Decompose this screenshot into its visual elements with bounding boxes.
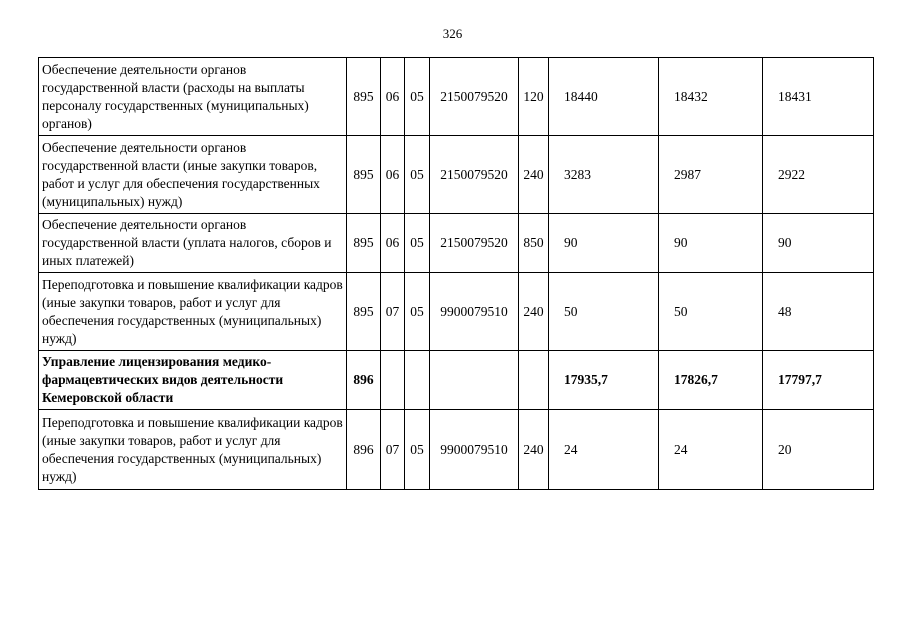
row-value-2: 2987 [659,136,763,214]
row-target: 2150079520 [430,58,519,136]
row-value-3: 20 [763,410,874,490]
row-value-1: 18440 [549,58,659,136]
row-value-1: 24 [549,410,659,490]
row-value-2: 24 [659,410,763,490]
row-value-3: 48 [763,273,874,351]
row-name: Переподготовка и повышение квалификации кадров (иные закупки товаров, работ и услуг для обеспечения государственных (муниципальных) нужд) [39,410,347,490]
row-ministry: 896 [347,351,381,410]
row-value-1: 17935,7 [549,351,659,410]
row-target: 9900079510 [430,273,519,351]
row-subsection [405,351,430,410]
row-section: 07 [381,273,405,351]
row-value-3: 90 [763,214,874,273]
row-subsection: 05 [405,58,430,136]
row-value-3: 18431 [763,58,874,136]
row-target [430,351,519,410]
table-row [39,136,874,214]
row-value-1: 3283 [549,136,659,214]
row-name: Обеспечение деятельности органов государственной власти (уплата налогов, сборов и иных платежей) [39,214,347,273]
table-row [39,273,874,351]
row-type: 240 [519,136,549,214]
row-value-3: 17797,7 [763,351,874,410]
row-name: Управление лицензирования медико-фармацевтических видов деятельности Кемеровской области [39,351,347,410]
row-section: 06 [381,214,405,273]
row-section [381,351,405,410]
row-type: 850 [519,214,549,273]
table-row [39,351,874,410]
row-target: 2150079520 [430,136,519,214]
row-subsection: 05 [405,273,430,351]
row-name: Обеспечение деятельности органов государственной власти (иные закупки товаров, работ и услуг для обеспечения государственных (муниципальных) нужд) [39,136,347,214]
table-row [39,410,874,490]
row-section: 07 [381,410,405,490]
row-value-2: 50 [659,273,763,351]
row-target: 9900079510 [430,410,519,490]
row-section: 06 [381,58,405,136]
row-ministry: 895 [347,58,381,136]
row-name: Обеспечение деятельности органов государственной власти (расходы на выплаты персоналу государственных (муниципальных) органов) [39,58,347,136]
row-ministry: 895 [347,273,381,351]
row-value-2: 17826,7 [659,351,763,410]
row-type: 120 [519,58,549,136]
row-subsection: 05 [405,214,430,273]
row-subsection: 05 [405,136,430,214]
row-name: Переподготовка и повышение квалификации кадров (иные закупки товаров, работ и услуг для обеспечения государственных (муниципальных) нужд) [39,273,347,351]
row-type [519,351,549,410]
row-type: 240 [519,273,549,351]
row-type: 240 [519,410,549,490]
row-subsection: 05 [405,410,430,490]
row-ministry: 895 [347,136,381,214]
row-value-2: 18432 [659,58,763,136]
row-value-2: 90 [659,214,763,273]
budget-table [38,57,874,490]
row-value-1: 50 [549,273,659,351]
table-row [39,214,874,273]
row-target: 2150079520 [430,214,519,273]
row-ministry: 895 [347,214,381,273]
page-number: 326 [442,26,463,41]
table-row [39,58,874,136]
row-value-1: 90 [549,214,659,273]
row-section: 06 [381,136,405,214]
row-ministry: 896 [347,410,381,490]
row-value-3: 2922 [763,136,874,214]
